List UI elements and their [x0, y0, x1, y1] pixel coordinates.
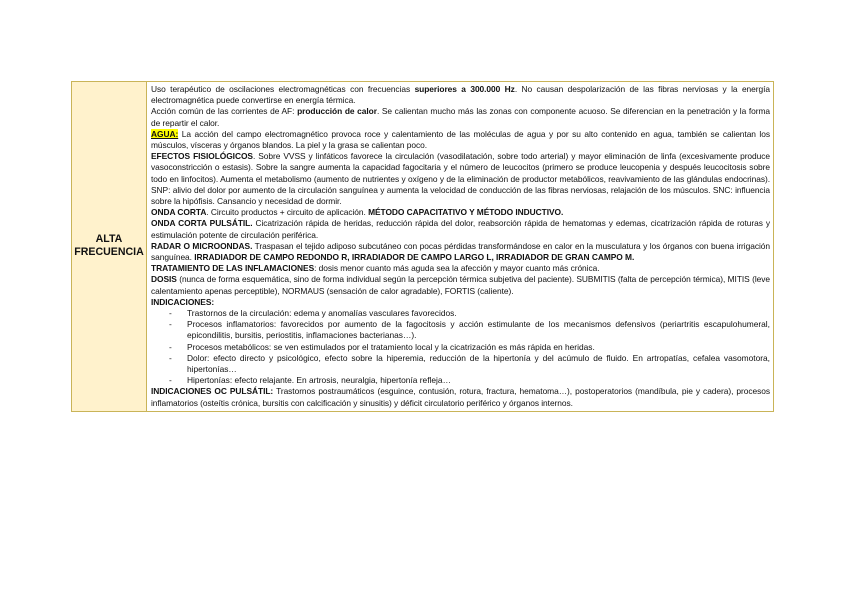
- onda-pulsatil-paragraph: [151, 218, 770, 240]
- agua-highlight: AGUA:: [151, 128, 179, 139]
- agua-text: La acción del campo electromagnético provoca roce y calentamiento de las moléculas de agua y por su alto contenido en agua, también se calientan los músculos, vísceras y órganos blandos. La piel y la grasa se calientan poco.: [151, 128, 770, 151]
- tratamiento-paragraph: [151, 263, 770, 274]
- row-label-cell: [72, 82, 147, 412]
- row-label-line-1: ALTA: [95, 233, 123, 246]
- dosis-text: (nunca de forma esquemática, sino de forma individual según la percepción térmica subjetiva del paciente). SUBMITIS (falta de percepción térmica), MITIS (leve calentamiento apenas perceptible), NORMAUS (sensación de calor agradable), FORTIS (caliente).: [151, 274, 770, 296]
- list-item-text: Trastornos de la circulación: edema y anomalías vasculares favorecidos.: [187, 308, 457, 319]
- accion-text-end: . Se calientan mucho más las zonas con componente acuoso. Se diferencian en la penetración y la forma de repartir el calor.: [151, 106, 771, 128]
- efectos-heading: EFECTOS FISIOLÓGICOS: [151, 151, 253, 162]
- content-table: [71, 81, 774, 412]
- onda-corta-paragraph: [151, 207, 770, 218]
- efectos-paragraph: [151, 151, 770, 207]
- list-item: [169, 319, 770, 341]
- accion-text: Acción común de las corrientes de AF:: [151, 106, 298, 117]
- list-item: [169, 308, 770, 319]
- list-item-text: Procesos metabólicos: se ven estimulados por el tratamiento local y la cicatrización es más rápida en heridas.: [187, 341, 595, 352]
- dosis-heading: DOSIS: [151, 274, 177, 285]
- radar-paragraph: [151, 241, 770, 263]
- indicaciones-oc-paragraph: [151, 386, 770, 408]
- dash-bullet: -: [169, 319, 172, 330]
- frequency-emphasis: superiores a 300.000 Hz: [414, 84, 515, 94]
- onda-pulsatil-heading: ONDA CORTA PULSÁTIL.: [151, 218, 253, 229]
- list-item: [169, 352, 770, 375]
- tratamiento-heading: TRATAMIENTO DE LAS INFLAMACIONES: [151, 263, 315, 274]
- radar-text: Traspasan el tejido adiposo subcutáneo con pocas pérdidas transformándose en calor en la musculatura y los órganos con buena irrigación sanguínea.: [151, 240, 770, 263]
- intro-text-end: . No causan despolarización de las fibras nerviosas y la energía electromagnética puede convertirse en energía térmica.: [151, 84, 770, 106]
- onda-corta-methods: MÉTODO CAPACITATIVO Y MÉTODO INDUCTIVO.: [368, 207, 564, 218]
- list-item-text: Procesos inflamatorios: favorecidos por aumento de la fagocitosis y acción estimulante de los mecanismos defensivos (periartritis escapulohumeral, epicondilitis, bursitis, periostitis, inflamaciones bacterianas…).: [187, 319, 770, 341]
- content-cell: [147, 82, 774, 412]
- list-item: [169, 375, 770, 386]
- table-row: [72, 82, 774, 412]
- onda-corta-text: . Circuito productos + circuito de aplicación.: [206, 207, 369, 218]
- accion-paragraph: [151, 106, 770, 128]
- tratamiento-text: : dosis menor cuanto más aguda sea la afección y mayor cuanto más crónica.: [314, 263, 600, 274]
- intro-paragraph: [151, 84, 770, 106]
- indicaciones-heading: INDICACIONES:: [151, 296, 215, 307]
- dosis-paragraph: [151, 274, 770, 296]
- list-item-text: Dolor: efecto directo y psicológico, efecto sobre la hiperemia, reducción de la hipertonía y del acúmulo de fluido. En artropatías, cefalea vasomotora, hipertonías…: [187, 352, 770, 375]
- onda-corta-heading: ONDA CORTA: [151, 207, 207, 218]
- dash-bullet: -: [169, 341, 172, 352]
- radar-heading: RADAR O MICROONDAS.: [151, 240, 253, 251]
- row-label-line-2: FRECUENCIA: [74, 246, 144, 259]
- accion-emphasis: producción de calor: [297, 106, 377, 117]
- agua-paragraph: [151, 129, 770, 151]
- intro-text: Uso terapéutico de oscilaciones electromagnéticas con frecuencias: [151, 84, 415, 94]
- indicaciones-oc-text: Trastornos postraumáticos (esguince, contusión, rotura, fractura, hematoma…), postoperatorios (mandíbula, pie y cadera), procesos inflamatorios (osteítis crónica, bursitis con calcificación y sinusitis) y déficit circulatorio periférico y órganos internos.: [151, 386, 771, 408]
- dash-bullet: -: [169, 375, 172, 386]
- list-item-text: Hipertonías: efecto relajante. En artrosis, neuralgia, hipertonía refleja…: [187, 375, 451, 386]
- indicaciones-list: [151, 308, 770, 386]
- list-item: [169, 341, 770, 353]
- indicaciones-oc-heading: INDICACIONES OC PULSÁTIL:: [151, 386, 274, 397]
- dash-bullet: -: [169, 352, 172, 363]
- efectos-text: . Sobre VVSS y linfáticos favorece la circulación (vasodilatación, sobre todo arterial) y mayor eliminación de linfa (excesivamente produce vasoconstricción o estasis). Sobre la sangre aumenta la capacidad fagocitaria y el número de leucocitos (primero se produce leucopenia y después leucocitosis sobre todo en linfocitos). Aumenta el metabolismo (aumento de nutrientes y oxígeno y de la eliminación de productor metabólicos, reavivamiento de las glándulas endocrinas). SNP: alivio del dolor por aumento de la circulación sanguínea y aumenta la velocidad de conducción de las fibras nerviosas, relajación de los músculos. SNC: influencia sobre la hipófisis. Cansancio y necesidad de dormir.: [151, 151, 770, 207]
- radar-irradiadores: IRRADIADOR DE CAMPO REDONDO R, IRRADIADOR DE CAMPO LARGO L, IRRADIADOR DE GRAN CAMPO M.: [194, 252, 635, 263]
- dash-bullet: -: [169, 308, 172, 319]
- onda-pulsatil-text: Cicatrización rápida de heridas, reducción rápida del dolor, reabsorción rápida de hematomas y edemas, cicatrización rápida de roturas y estimulación potente de circulación periférica.: [151, 218, 770, 240]
